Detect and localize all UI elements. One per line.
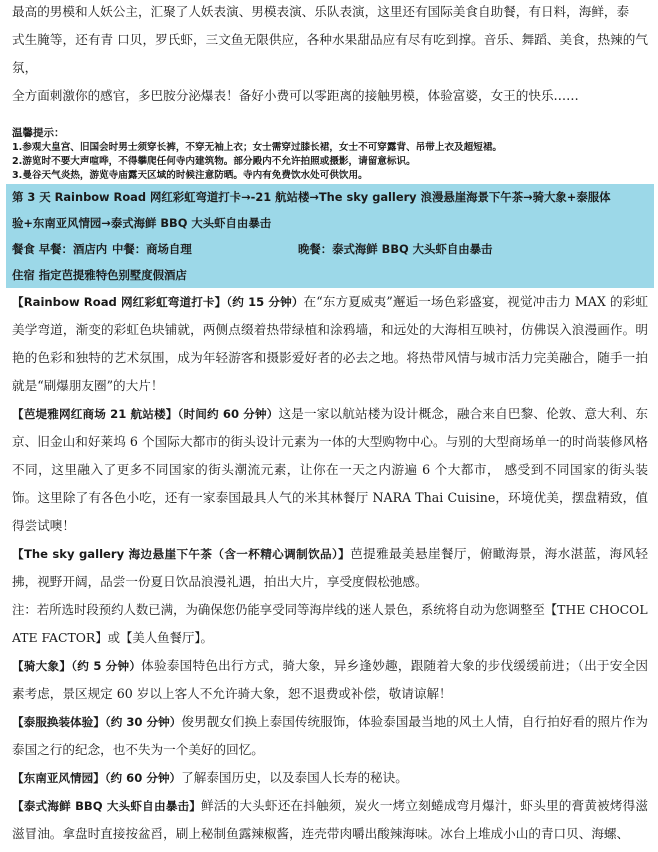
tip-item: 2.游览时不要大声喧哗，不得攀爬任何寺内建筑物。部分殿内不允许拍照或摄影，请留意标识。 — [12, 156, 416, 167]
document-page — [12, 0, 648, 848]
section-terminal-21 — [12, 400, 648, 540]
section-title: 【骑大象】（约 5 分钟） — [12, 659, 142, 673]
section-title: 【The sky gallery 海边悬崖下午茶（含一杯精心调制饮品）】 — [12, 547, 351, 561]
section-rainbow-road — [12, 288, 648, 400]
section-sky-gallery — [12, 540, 648, 596]
section-title: 【Rainbow Road 网红彩虹弯道打卡】（约 15 分钟） — [12, 295, 304, 309]
day-title-line: 验+东南亚风情园→泰式海鲜 BBQ 大头虾自由暴击 — [12, 216, 272, 230]
section-title: 【芭堤雅网红商场 21 航站楼】（时间约 60 分钟） — [12, 407, 279, 421]
section-text: 这是一家以航站楼为设计概念，融合来自巴黎、伦敦、意大利、东京、旧金山和好莱坞 6 个国际大都市的街头设计元素为一体的大型购物中心。与别的大型商场单一的时尚装修风格不同，这里融入了更多不同国家的街头潮流元素，让你在一天之内游遍 6 个大都市， 感受到不同国家的街头装饰。这里除了有各色小吃，还有一家泰国最具人气的米其林餐厅 NARA Thai Cuisine，环境优美，摆盘精致，值得尝试噢！ — [12, 406, 648, 533]
section-title: 【泰式海鲜 BBQ 大头虾自由暴击】 — [12, 799, 202, 813]
section-title: 【东南亚风情园】（约 60 分钟） — [12, 771, 182, 785]
section-elephant — [12, 652, 648, 708]
section-text: 在“东方夏威夷”邂逅一场色彩盛宴，视觉冲击力 MAX 的彩虹美学弯道，渐变的彩虹色块铺就，两侧点缀着热带绿植和涂鸦墙，和远处的大海相互映衬，仿佛误入浪漫画作。明艳的色彩和独特的艺术氛围，成为年轻游客和摄影爱好者的必去之地。将热带风情与城市活力完美融合，随手一拍就是“刷爆朋友圈”的大片！ — [12, 294, 648, 393]
section-text: 了解泰国历史，以及泰国人长寿的秘诀。 — [181, 770, 408, 785]
section-sea-garden — [12, 764, 648, 792]
intro-line: 全方面刺激你的感官，多巴胺分泌爆表！备好小费可以零距离的接触男模，体验富婆，女王的快乐…… — [12, 88, 579, 103]
tip-item: 3.曼谷天气炎热，游览寺庙露天区域的时候注意防晒。寺内有免费饮水处可供饮用。 — [12, 170, 368, 181]
dinner-info: 晚餐：泰式海鲜 BBQ 大头虾自由暴击 — [297, 242, 493, 256]
lunch-info: 中餐：商场自理 — [111, 242, 192, 256]
intro-line: 最高的男模和人妖公主，汇聚了人妖表演、男模表演、乐队表演，这里还有国际美食自助餐，有日料，海鲜，泰 — [12, 4, 630, 19]
section-text: 俊男靓女们换上泰国传统服饰，体验泰国最当地的风土人情，自行拍好看的照片作为泰国之行的纪念，也不失为一个美好的回忆。 — [12, 714, 648, 757]
day-header — [6, 184, 654, 288]
intro-block — [12, 0, 648, 110]
day-title-line: 第 3 天 Rainbow Road 网红彩虹弯道打卡→-21 航站楼→The sky gallery 浪漫悬崖海景下午茶→骑大象+泰服体 — [12, 190, 611, 204]
note-text: 注：若所选时段预约人数已满，为确保您仍能享受同等海岸线的迷人景色，系统将自动为您调整至【THE CHOCOLATE FACTOR】或【美人鱼餐厅】。 — [12, 602, 648, 645]
tips-title: 温馨提示： — [12, 127, 65, 139]
section-text: 鲜活的大头虾还在抖触须，炭火一烤立刻蜷成弯月爆汁，虾头里的膏黄被烤得滋滋冒油。拿盘时直接按盆舀，刷上秘制鱼露辣椒酱，连壳带肉嚼出酸辣海味。冰台上堆成小山的青口贝、海螺、 — [12, 798, 648, 841]
tips-block — [12, 126, 648, 183]
section-text: 体验泰国特色出行方式，骑大象，异乡逢妙趣，跟随着大象的步伐缓缓前进；（出于安全因素考虑，景区规定 60 岁以上客人不允许骑大象，恕不退费或补偿，敬请谅解！ — [12, 658, 649, 701]
meals-label: 餐食 早餐：酒店内 — [12, 242, 108, 256]
section-seafood-bbq — [12, 792, 648, 848]
meals-row — [12, 236, 648, 262]
tip-item: 1.参观大皇宫、旧国会时男士须穿长裤，不穿无袖上衣；女士需穿过膝长裙，女士不可穿露背、吊带上衣及超短裙。 — [12, 142, 503, 153]
section-text: 芭提雅最美悬崖餐厅，俯瞰海景，海水湛蓝，海风轻拂，视野开阔，品尝一份夏日饮品浪漫礼遇，拍出大片，享受度假松弛感。 — [12, 546, 649, 589]
intro-line: 式生腌等，还有青 口贝，罗氏虾，三文鱼无限供应，各种水果甜品应有尽有吃到撑。音乐、舞蹈、美食，热辣的气氛， — [12, 32, 648, 75]
section-title: 【泰服换装体验】（约 30 分钟） — [12, 715, 182, 729]
section-note — [12, 596, 648, 652]
section-thai-costume — [12, 708, 648, 764]
sections — [12, 288, 648, 848]
stay-info: 住宿 指定芭提雅特色别墅度假酒店 — [12, 268, 187, 282]
